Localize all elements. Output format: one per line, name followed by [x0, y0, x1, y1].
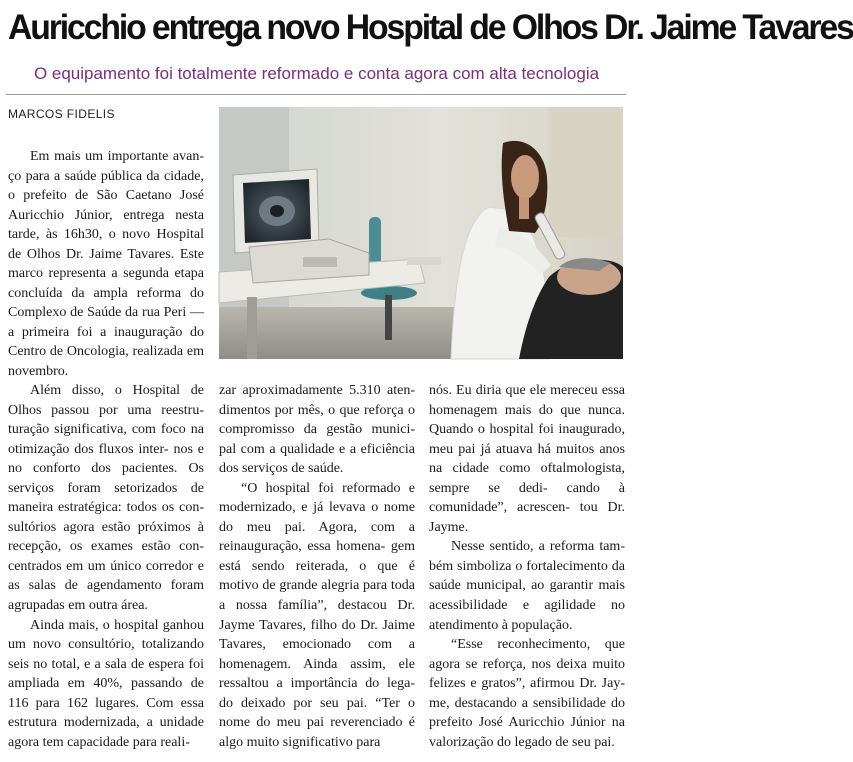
paragraph-1: Em mais um importante avan- ço para a saúde pública da cidade, o prefeito de São Caetano José Auricchio Júnior, entrega nesta tarde, às 16h30, o novo Hospital de Olhos Dr. Jaime Tavares. Este marco representa a segunda etapa concluída da ampla reforma do Complexo de Saúde da rua Peri — a primeira foi a inauguração do Centro de Oncologia, realizada em novembro.	[8, 149, 204, 380]
paragraph-6: nós. Eu diria que ele mereceu essa homenagem mais do que nunca. Quando o hospital foi inaugurado, meu pai já atuava há muitos anos na cidade como oftalmologista, sempre se dedi- cando à comunidade”, acrescen- tou Dr. Jayme.	[429, 383, 626, 535]
column-1-bottom	[8, 381, 204, 752]
photo-illustration	[219, 107, 623, 359]
byline: MARCOS FIDELIS	[8, 107, 115, 121]
paragraph-4: zar aproximadamente 5.310 aten- dimentos por mês, o que reforça o compromisso da gestão munici- pal com a qualidade e a eficiência dos serviços de saúde.	[219, 383, 415, 477]
side-shelf	[407, 257, 441, 265]
device-control	[303, 257, 337, 267]
desk-leg	[247, 297, 257, 359]
paragraph-7: Nesse sentido, a reforma tam- bém simboliza o fortalecimento da saúde municipal, ao garantir mais acessibilidade e agilidade no atendimento à população.	[429, 539, 625, 633]
paragraph-2: Além disso, o Hospital de Olhos passou por uma reestru- turação significativa, com foco na otimização dos fluxos inter- nos e no conforto dos pacientes. Os serviços foram setorizados de maneira estratégica: todos os con- sultórios agora estão próximos à recepção, os exames estão con- centrados em um único corredor e as salas de agendamento foram agrupadas em outra área.	[8, 383, 205, 614]
column-2	[219, 381, 415, 752]
wall-panel	[549, 107, 623, 237]
paragraph-5: “O hospital foi reformado e modernizado, e já levava o nome do meu pai. Agora, com a reinauguração, essa homena- gem está sendo reiterada, o que é motivo de grande alegria para toda a nossa família”, destacou Dr. Jayme Tavares, filho do Dr. Jaime Tavares, emocionado com a homenagem. Ainda assim, ele ressaltou a importância do lega- do deixado por seu pai. “Ter o nome do meu pai reverenciado é algo muito significativo para	[219, 480, 416, 750]
paragraph-3: Ainda mais, o hospital ganhou um novo consultório, totalizando seis no total, e a sala de espera foi ampliada em 40%, passando de 116 para 162 lugares. Com essa estrutura modernizada, a unidade agora tem capacidade para reali-	[8, 617, 204, 750]
doctor-neck	[519, 197, 529, 219]
stool-leg	[385, 295, 392, 340]
doctor-face	[511, 155, 539, 199]
subheadline: O equipamento foi totalmente reformado e conta agora com alta tecnologia	[33, 64, 600, 83]
column-3	[429, 381, 625, 752]
article-photo	[219, 107, 623, 359]
column-1-top	[8, 147, 204, 382]
pupil-image	[270, 205, 284, 217]
paragraph-8: “Esse reconhecimento, que agora se reforça, nos deixa muito felizes e gratos”, afirmou Dr. Jay- me, destacando a sensibilidade do prefeito José Auricchio Júnior na valorização do legado de seu pai.	[429, 637, 625, 750]
headline: Auricchio entrega novo Hospital de Olhos Dr. Jaime Tavares	[8, 8, 853, 47]
divider-rule	[6, 94, 626, 95]
